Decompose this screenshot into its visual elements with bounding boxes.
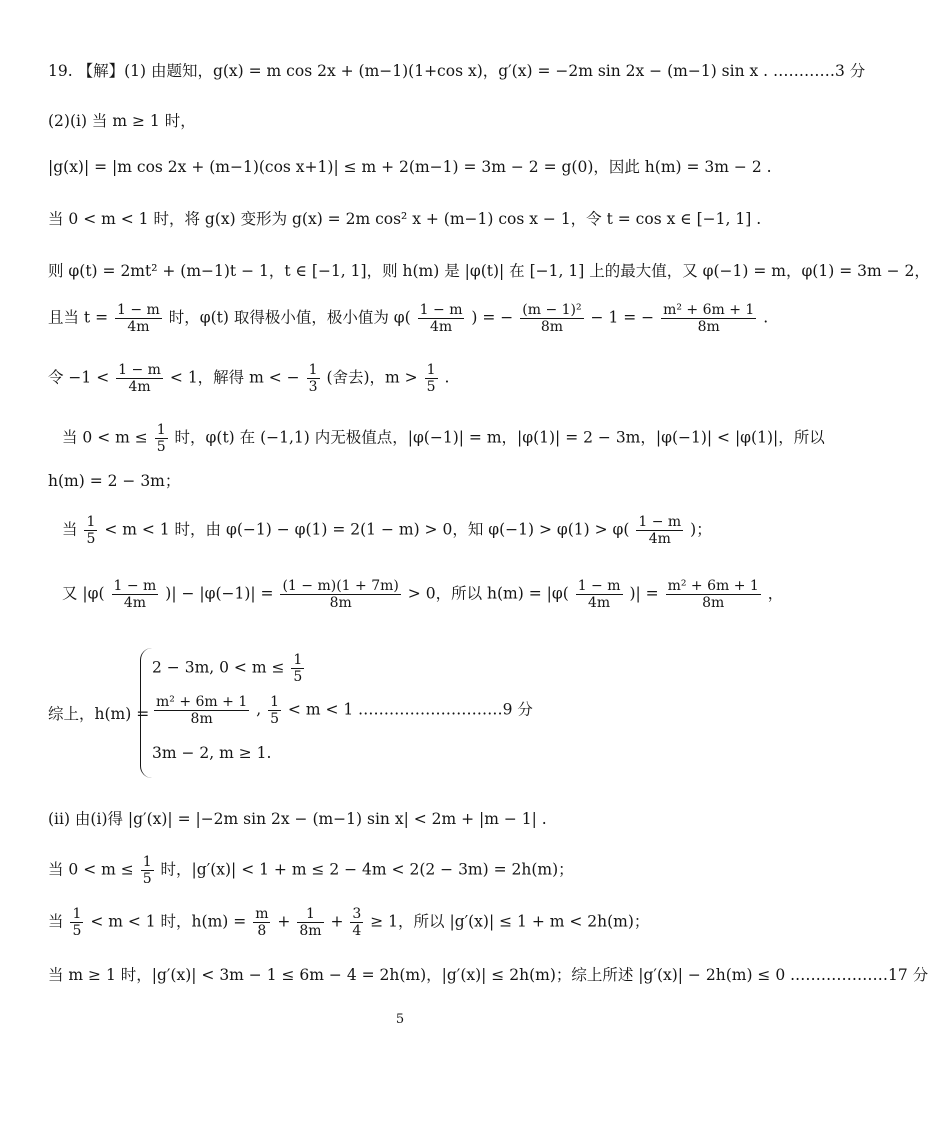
h-small-m: h(m) = 2 − 3m； — [48, 472, 181, 490]
fraction: $\frac{1}{5}$ — [426, 362, 436, 396]
fraction: $\frac{1 - m}{4m}$ — [638, 514, 682, 548]
case-small-m-line: 当 0 < m ≤ $\frac{1}{5}$ 时，φ(t) 在 (−1,1) 内无极值点，|φ(−1)| = m，|φ(1)| = 2 − 3m，|φ(−1)| < |φ(1)|，所以 — [62, 422, 825, 456]
fraction: $\frac{\text{m² + 6m + 1}}{8m}$ — [156, 694, 248, 728]
fraction: $\frac{3}{4}$ — [352, 906, 362, 940]
case-mid-m-line: 当 $\frac{1}{5}$ < m < 1 时，由 φ(−1) − φ(1) = 2(1 − m) > 0，知 φ(−1) > φ(1) > φ( $\frac{1 - m}{4m}$ )； — [62, 514, 712, 548]
part-2-i-intro: (2)(i) 当 m ≥ 1 时， — [48, 112, 196, 130]
fraction: $\frac{1 - m}{4m}$ — [113, 578, 157, 612]
solution-header: 19. 【解】(1) 由题知，g(x) = m cos 2x + (m−1)(1+cos x)，g′(x) = −2m sin 2x − (m−1) sin x . …………3 分 — [48, 62, 866, 80]
fraction: $\frac{1 - m}{4m}$ — [117, 302, 160, 336]
part-ii-case-mid: 当 $\frac{1}{5}$ < m < 1 时，h(m) = $\frac{m}{8}$ + $\frac{1}{8m}$ + $\frac{3}{4}$ ≥ 1，所以 |g′(x)| ≤ 1 + m < 2h(m)； — [48, 906, 650, 940]
fraction: $\frac{\text{(m − 1)²}}{8m}$ — [522, 302, 582, 336]
fraction: $\frac{1 - m}{4m}$ — [577, 578, 621, 612]
fraction: $\frac{1}{3}$ — [308, 362, 318, 396]
piecewise-label: 综上，h(m) = — [48, 705, 150, 723]
fraction: $\frac{\text{m² + 6m + 1}}{8m}$ — [663, 302, 755, 336]
fraction: $\frac{\text{m² + 6m + 1}}{8m}$ — [667, 578, 759, 612]
phi-definition: 则 φ(t) = 2mt² + (m−1)t − 1，t ∈ [−1, 1]，则 h(m) 是 |φ(t)| 在 [−1, 1] 上的最大值，又 φ(−1) = m，φ(1) = 3m − 2， — [48, 262, 930, 280]
fraction: $\frac{1}{5}$ — [86, 514, 96, 548]
inequality-solve-line: 令 −1 < $\frac{1 - m}{4m}$ < 1，解得 m < − $\frac{1}{3}$ (舍去)，m > $\frac{1}{5}$ . — [48, 362, 450, 396]
fraction: $\frac{1}{5}$ — [270, 694, 279, 728]
case-0-m-1-transform: 当 0 < m < 1 时，将 g(x) 变形为 g(x) = 2m cos² x + (m−1) cos x − 1，令 t = cos x ∈ [−1, 1] . — [48, 210, 762, 228]
piece-case-2: $\frac{\text{m² + 6m + 1}}{8m}$ , $\frac{1}{5}$ < m < 1 .………………………9 分 — [156, 694, 533, 728]
fraction: $\frac{1}{8m}$ — [299, 906, 322, 940]
fraction: $\frac{m}{8}$ — [255, 906, 269, 940]
fraction: $\frac{1 - m}{4m}$ — [419, 302, 463, 336]
fraction: $\frac{1}{5}$ — [293, 652, 303, 686]
fraction: $\frac{1}{5}$ — [72, 906, 82, 940]
part-2-ii-intro: (ii) 由(i)得 |g′(x)| = |−2m sin 2x − (m−1) sin x| < 2m + |m − 1| . — [48, 810, 547, 828]
case-m-ge-1-bound: |g(x)| = |m cos 2x + (m−1)(cos x+1)| ≤ m + 2(m−1) = 3m − 2 = g(0)，因此 h(m) = 3m − 2 . — [48, 158, 772, 176]
fraction: $\frac{(1 - m)(1 + 7m)}{8m}$ — [282, 578, 399, 612]
page-number: 5 — [395, 1012, 405, 1027]
compare-abs-line: 又 |φ( $\frac{1 - m}{4m}$ )| − |φ(−1)| = $\frac{(1 - m)(1 + 7m)}{8m}$ > 0，所以 h(m) = |φ( $\frac{1 - m}{4m}$ )| = $\frac{\text{m² + 6m + 1}}{8m}$ ， — [62, 578, 784, 612]
fraction: $\frac{1}{5}$ — [156, 422, 166, 456]
piece-case-1: 2 − 3m, 0 < m ≤ $\frac{1}{5}$ — [152, 652, 303, 686]
fraction: $\frac{1}{5}$ — [142, 854, 152, 888]
fraction: $\frac{1 - m}{4m}$ — [118, 362, 161, 396]
phi-minimum-line: 且当 t = $\frac{1 - m}{4m}$ 时，φ(t) 取得极小值，极小值为 φ( $\frac{1 - m}{4m}$ ) = − $\frac{\text{(m − 1)²}}{8m}$ − 1 = − $\frac{\text{m² + 6m + 1}}{8m}$ . — [48, 302, 769, 336]
piece-case-3: 3m − 2, m ≥ 1. — [152, 744, 272, 762]
part-ii-case-small: 当 0 < m ≤ $\frac{1}{5}$ 时，|g′(x)| < 1 + m ≤ 2 − 4m < 2(2 − 3m) = 2h(m)； — [48, 854, 574, 888]
part-ii-conclusion: 当 m ≥ 1 时，|g′(x)| < 3m − 1 ≤ 6m − 4 = 2h(m)，|g′(x)| ≤ 2h(m)；综上所述 |g′(x)| − 2h(m) ≤ 0 .………………17 分 — [48, 966, 929, 984]
